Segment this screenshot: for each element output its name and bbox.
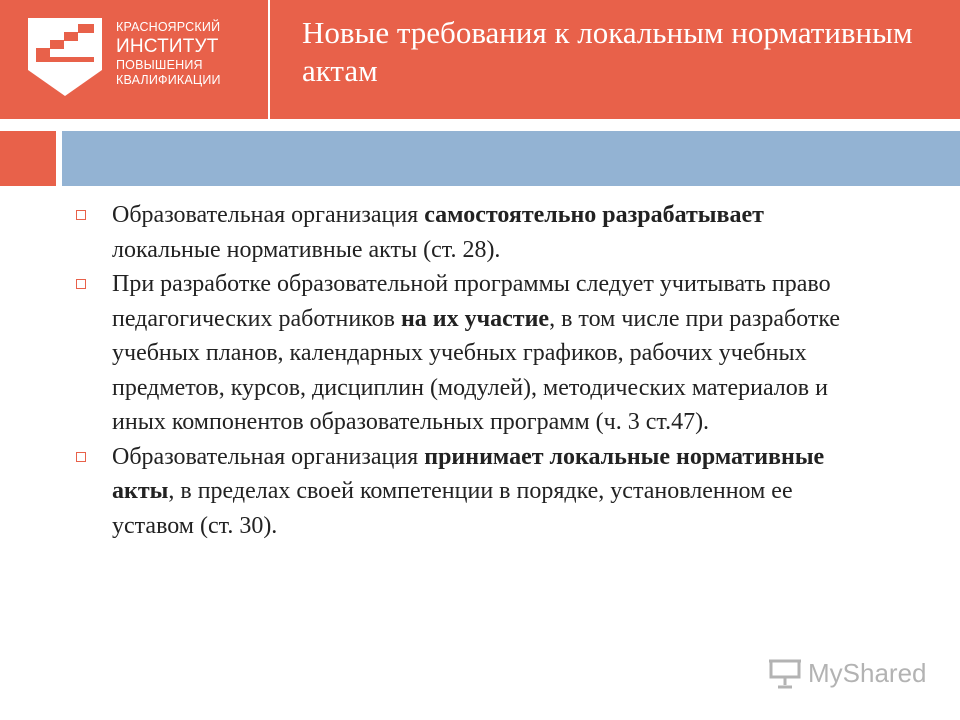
institute-logo xyxy=(24,18,234,96)
bullet-text-part: , в пределах своей компетенции в порядке, установленном ее уставом (ст. 30). xyxy=(112,478,793,539)
institute-logo-text xyxy=(116,20,221,88)
logo-line-3: ПОВЫШЕНИЯ xyxy=(116,58,203,72)
logo-line-2: ИНСТИТУТ xyxy=(116,36,219,57)
header-divider xyxy=(268,0,270,119)
decorative-blue-bar xyxy=(62,131,960,186)
header-banner xyxy=(0,0,960,119)
bullet-text-bold: на их участие xyxy=(400,305,550,332)
logo-line-4: КВАЛИФИКАЦИИ xyxy=(116,73,221,87)
slide-title: Новые требования к локальным нормативным актам xyxy=(302,15,913,88)
square-bullet-icon xyxy=(76,452,86,462)
bullet-text-bold: самостоятельно разрабатывает xyxy=(424,202,764,228)
slide-content xyxy=(74,198,874,543)
presentation-board-icon xyxy=(768,657,802,689)
myshared-watermark[interactable] xyxy=(768,656,927,690)
logo-line-1: КРАСНОЯРСКИЙ xyxy=(116,20,221,34)
bullet-item xyxy=(74,198,874,267)
bullet-item xyxy=(74,267,874,440)
watermark-text: MyShared xyxy=(808,657,927,688)
bullet-text-part: Образовательная организация xyxy=(112,202,425,228)
bullet-text-part: При разработке образовательной программы следует учитывать право педагогических работников xyxy=(112,271,831,332)
institute-logo-icon xyxy=(24,18,106,96)
square-bullet-icon xyxy=(76,210,86,220)
bullet-text-part: локальные нормативные акты (ст. 28). xyxy=(112,236,501,263)
bullet-item xyxy=(74,440,874,544)
bullet-text-part: Образовательная организация xyxy=(112,443,425,470)
bullet-text-bold: принимает локальные нормативные акты xyxy=(112,443,825,504)
bullet-text-part: , в том числе при разработке учебных планов, календарных учебных графиков, рабочих учебных предметов, курсов, дисциплин (модулей), методических материалов и иных компонентов образовательных программ (ч. 3 ст.47). xyxy=(112,305,841,435)
accent-square xyxy=(0,131,56,186)
square-bullet-icon xyxy=(76,279,86,289)
